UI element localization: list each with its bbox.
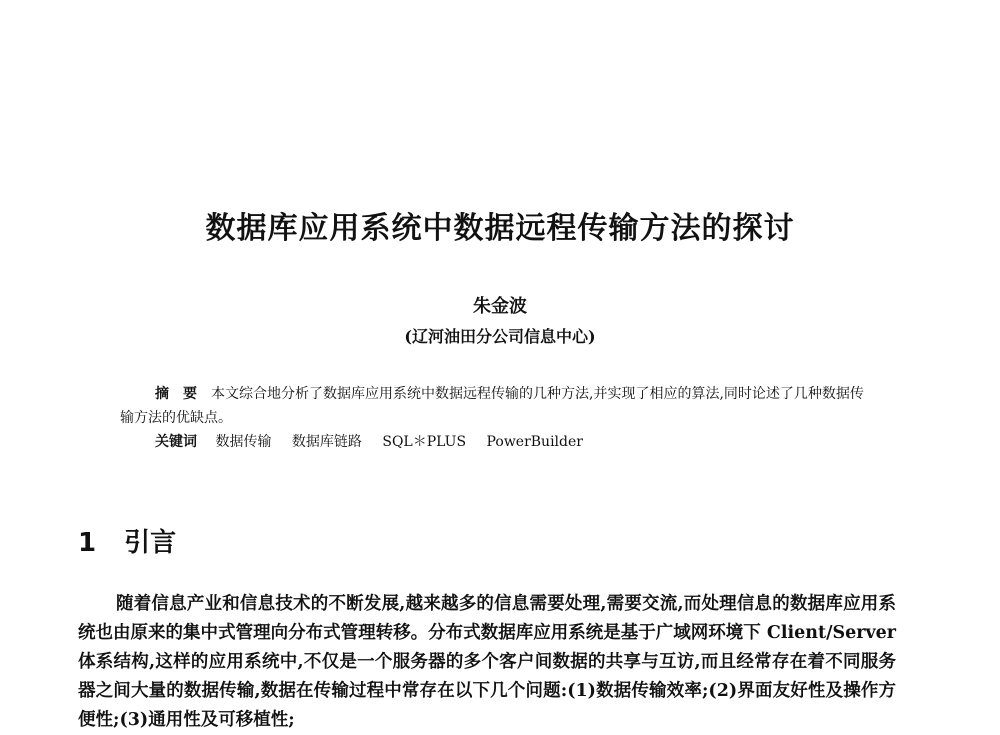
author-name: 朱金波 — [473, 296, 527, 317]
abstract-paragraph — [120, 382, 870, 430]
abstract-block — [120, 382, 870, 454]
paper-title: 数据库应用系统中数据远程传输方法的探讨 — [205, 211, 795, 246]
keyword-item: 数据传输 — [215, 434, 272, 450]
abstract-text: 本文综合地分析了数据库应用系统中数据远程传输的几种方法,并实现了相应的算法,同时论述了几种数据传输方法的优缺点。 — [120, 386, 864, 426]
abstract-label: 摘 要 — [155, 386, 197, 402]
section-number: 1 — [78, 528, 97, 558]
keyword-item: 数据库链路 — [291, 434, 362, 450]
keyword-item: PowerBuilder — [486, 434, 583, 450]
body-paragraph: 随着信息产业和信息技术的不断发展,越来越多的信息需要处理,需要交流,而处理信息的数据库应用系统也由原来的集中式管理向分布式管理转移。分布式数据库应用系统是基于广域网环境下 Client/Server 体系结构,这样的应用系统中,不仅是一个服务器的多个客户间数据的共享与互访,而且经常存在着不同服务器之间大量的数据传输,数据在传输过程中常存在以下几个问题:(1)数据传输效率;(2)界面友好性及操作方便性;(3)通用性及可移植性; — [78, 594, 896, 730]
keywords-line — [120, 430, 870, 454]
section-heading — [78, 522, 176, 559]
section-title: 引言 — [124, 528, 177, 558]
author-affiliation: (辽河油田分公司信息中心) — [404, 327, 596, 346]
keyword-item: SQL＊PLUS — [382, 434, 467, 450]
keywords-label: 关键词 — [155, 434, 197, 450]
section-body — [78, 590, 896, 735]
